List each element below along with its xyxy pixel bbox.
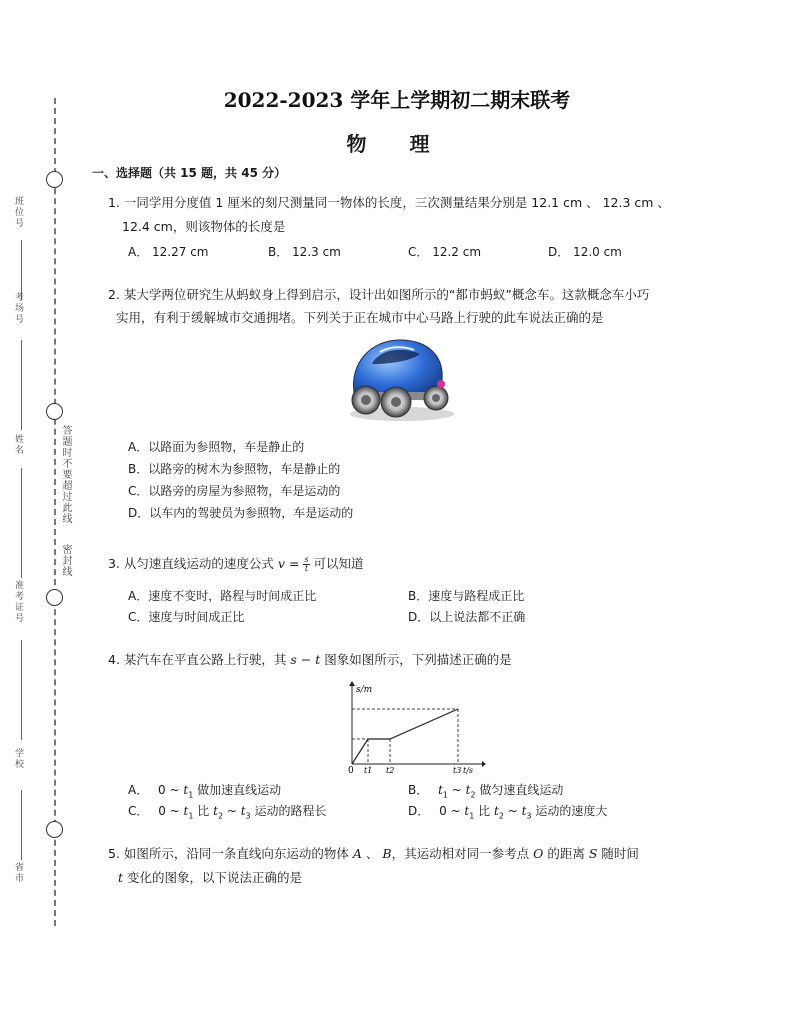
formula-equals: = [288,556,300,571]
binding-hole [46,171,63,188]
concept-car-image [340,334,464,424]
tick-t3: t3 [453,766,462,775]
q4-option-d: D． 0 ~ $t_1$ 比 $t_2$ ~ $t_3$ 运动的速度大 [408,804,608,821]
fill-line [21,790,22,860]
question-number: 5. [108,846,120,861]
origin-label: 0 [348,766,354,776]
question-stem-end: 可以知道 [313,556,364,571]
question-stem-end: 图象如图所示，下列描述正确的是 [324,652,512,667]
question-number: 3. [108,556,120,571]
q4-option-a: A． 0 ~ $t_1$ 做加速直线运动 [128,783,282,800]
question-2-line2: 实用，有利于缓解城市交通拥堵。下列关于正在城市中心马路上行驶的此车说法正确的是 [116,310,604,325]
margin-field-seat: 班位号 [13,196,23,229]
exam-subject: 物 理 [346,132,448,156]
fill-line [21,468,22,578]
question-1 [108,192,670,214]
question-stem: 如图所示，沿同一条直线向东运动的物体 [123,846,349,861]
binding-hole [46,589,63,606]
q4-option-b: B． $t_1$ ~ $t_2$ 做匀速直线运动 [408,783,564,800]
q3-option-c: C．速度与时间成正比 [128,610,245,624]
q1-option-a: A． 12.27 cm [128,245,209,259]
seal-dashed-line [54,98,56,926]
q3-option-a: A．速度不变时，路程与时间成正比 [128,589,317,603]
q1-option-b: B． 12.3 cm [268,245,341,259]
section-title: 一、选择题（共 15 题，共 45 分） [92,166,287,180]
question-5: 5. 如图所示，沿同一条直线向东运动的物体 A 、 B，其运动相对同一参考点 O 的距离 S 随时间 [108,846,639,861]
question-stem: 一同学用分度值 1 厘米的刻尺测量同一物体的长度，三次测量结果分别是 12.1 cm 、 12.3 cm 、 [123,195,670,210]
q2-option-a: A．以路面为参照物，车是静止的 [128,440,305,454]
q4-option-c: C． 0 ~ $t_1$ 比 $t_2$ ~ $t_3$ 运动的路程长 [128,804,327,821]
question-3 [108,553,364,575]
question-5-line2: t 变化的图象，以下说法正确的是 [118,870,303,885]
margin-field-province: 省市 [13,862,23,884]
q2-option-d: D．以车内的驾驶员为参照物，车是运动的 [128,506,354,520]
stem-math: s − t [290,652,321,667]
q3-option-b: B．速度与路程成正比 [408,589,525,603]
margin-field-room: 考场号 [13,292,23,325]
q1-option-d: D． 12.0 cm [548,245,622,259]
binding-hole [46,403,63,420]
q1-option-c: C． 12.2 cm [408,245,482,259]
tick-t2: t2 [386,766,395,775]
question-1-line2: 12.4 cm，则该物体的长度是 [122,219,286,234]
margin-field-name: 姓名 [13,434,23,456]
x-axis-label: t/s [463,766,474,775]
fill-line [21,640,22,740]
question-stem: 某大学两位研究生从蚂蚁身上得到启示，设计出如图所示的“都市蚂蚁”概念车。这款概念车小巧 [123,287,650,302]
formula-v: v [277,556,285,571]
question-stem: 某汽车在平直公路上行驶，其 [123,652,287,667]
seal-warning: 答题时不要超过此线 [60,425,71,524]
question-number: 4. [108,652,120,667]
tick-t1: t1 [364,766,373,775]
fill-line [21,340,22,430]
question-number: 1. [108,195,120,210]
y-axis-label: s/m [356,685,373,695]
margin-field-school: 学校 [13,748,23,770]
q2-option-b: B．以路旁的树木为参照物，车是静止的 [128,462,341,476]
fill-line [21,240,22,300]
seal-line-label: 密封线 [60,544,71,577]
binding-hole [46,821,63,838]
question-2 [108,284,649,306]
question-number: 2. [108,287,120,302]
s-t-graph [336,676,486,776]
question-stem: 从匀速直线运动的速度公式 [123,556,274,571]
margin-field-exam-id: 准考证号 [13,580,23,624]
question-4 [108,649,512,671]
q2-option-c: C．以路旁的房屋为参照物，车是运动的 [128,484,341,498]
q3-option-d: D．以上说法都不正确 [408,610,526,624]
exam-title: 2022-2023 学年上学期初二期末联考 [223,88,571,112]
formula-fraction: $\frac{s}{t}$ [304,555,309,573]
